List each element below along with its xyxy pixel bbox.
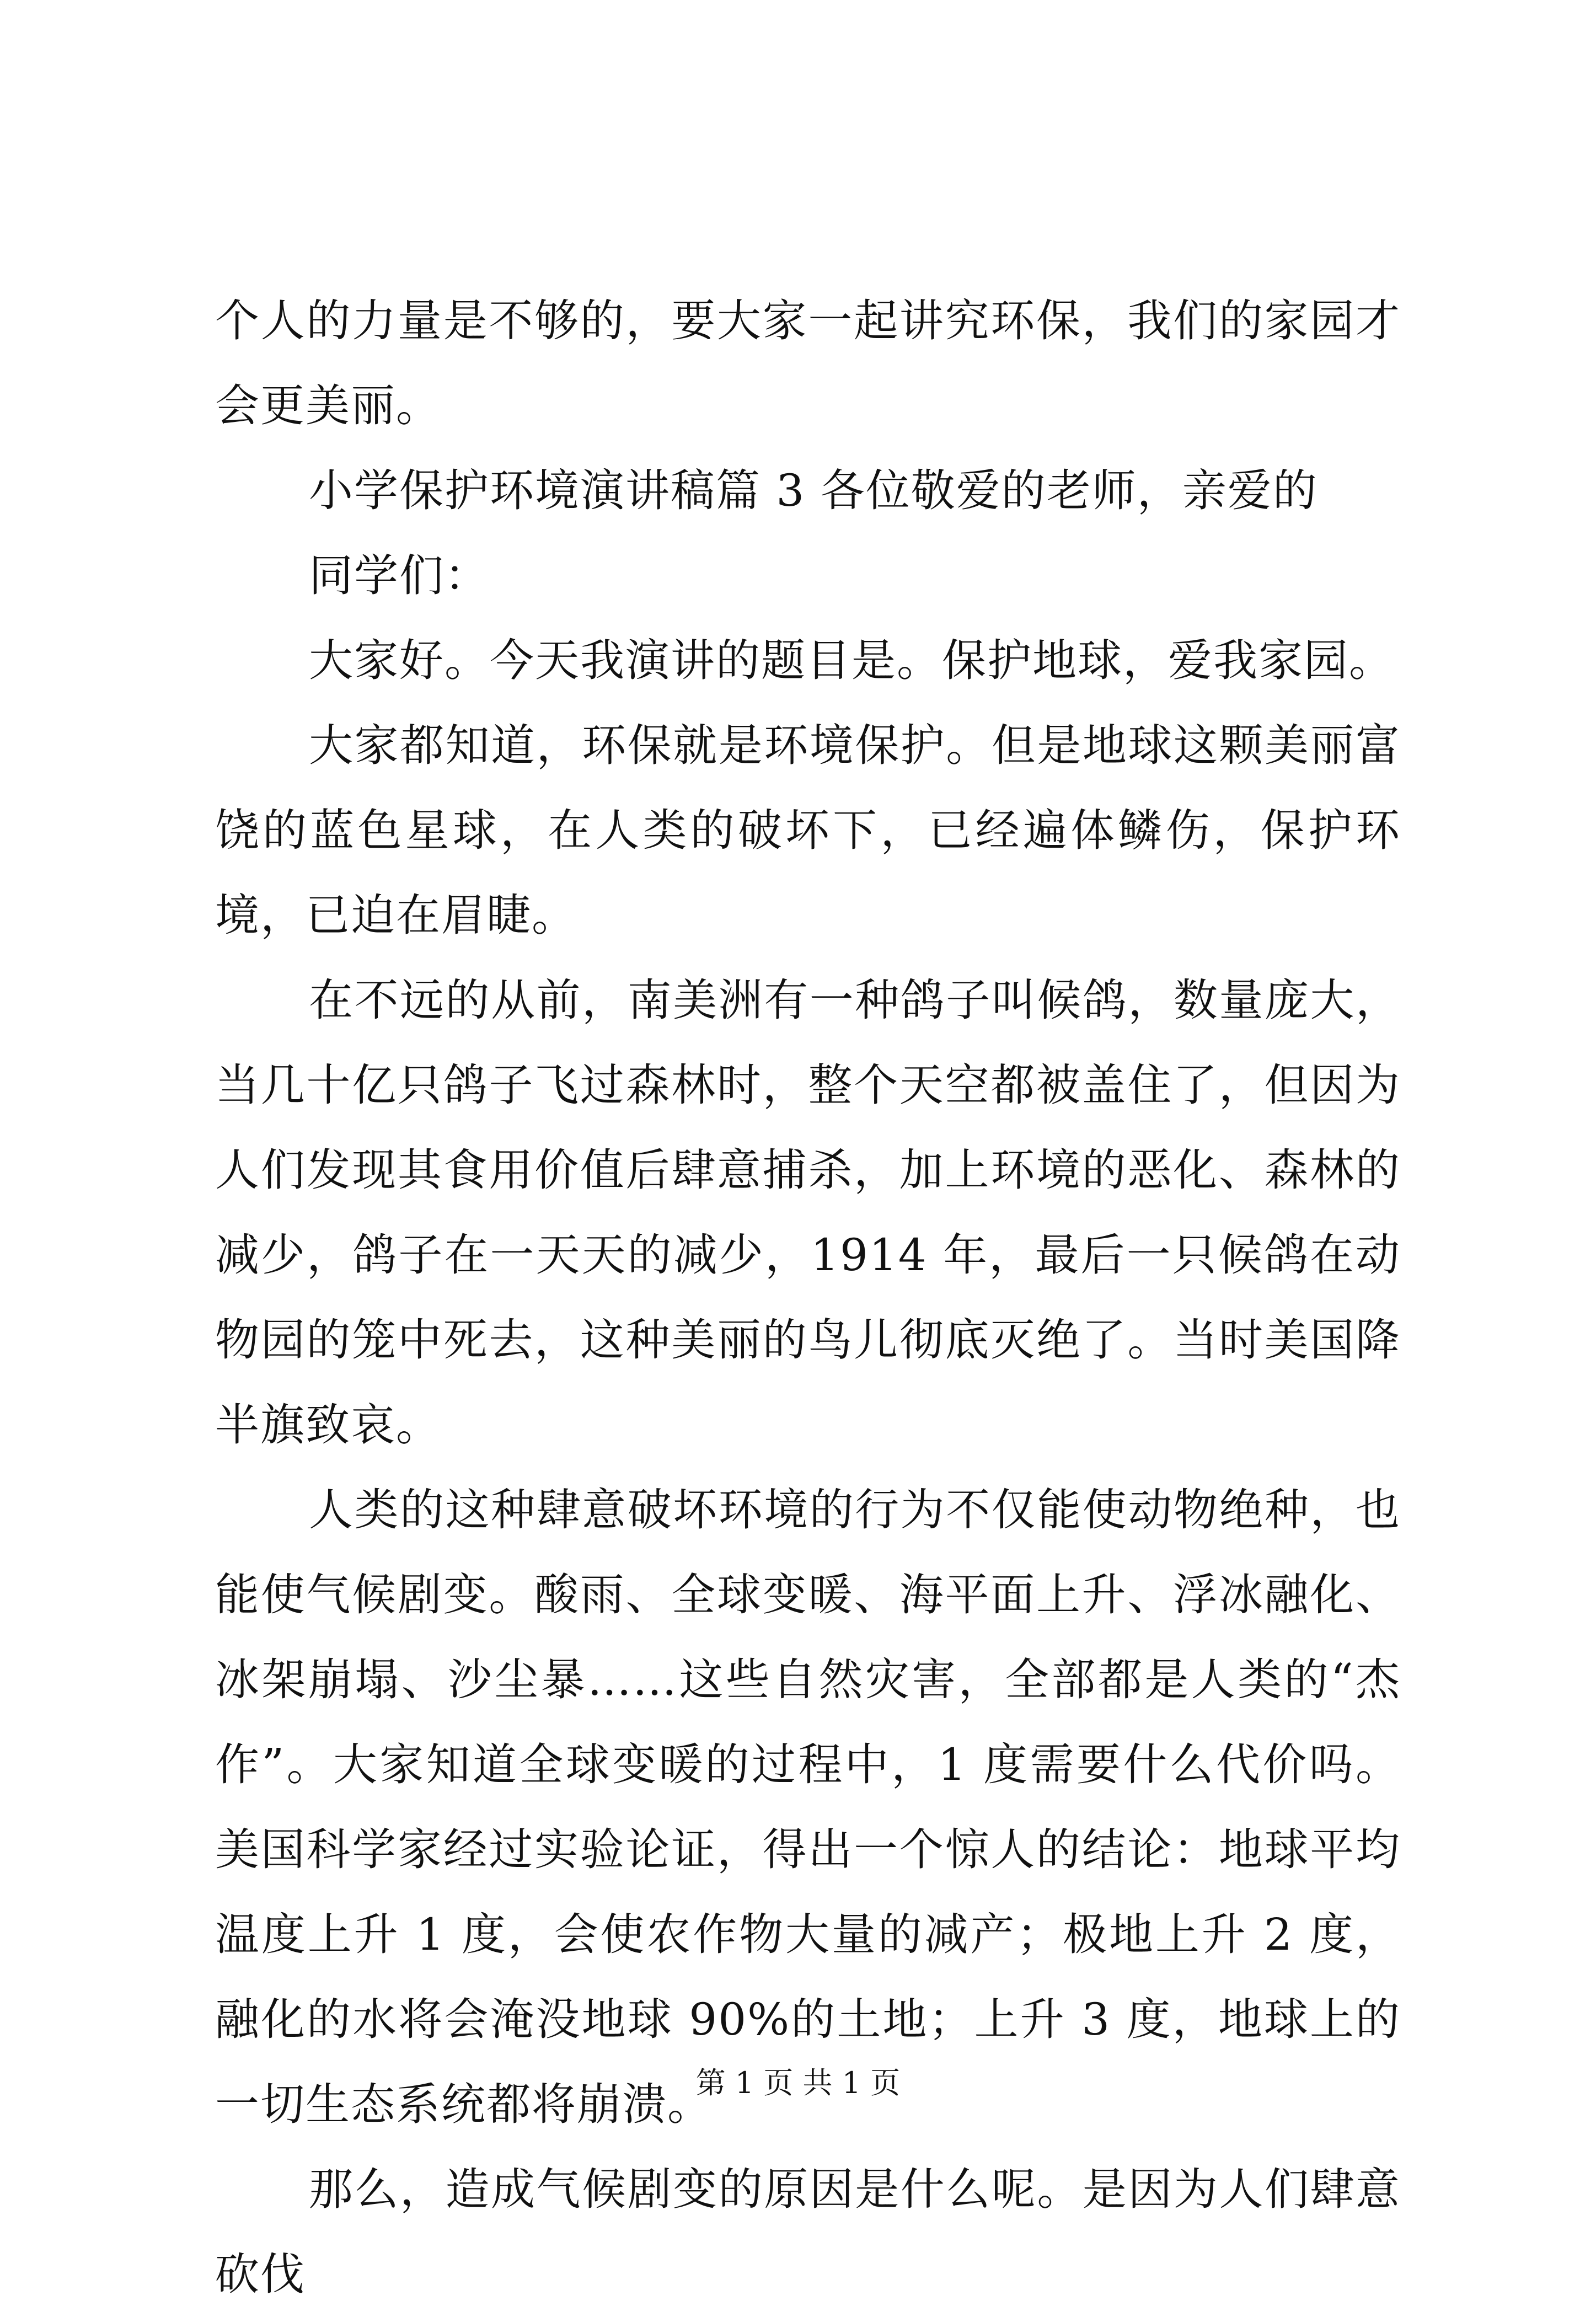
document-body [215,279,1401,2317]
paragraph-6: 在不远的从前，南美洲有一种鸽子叫候鸽，数量庞大，当几十亿只鸽子飞过森林时，整个天空都被盖住了，但因为人们发现其食用价值后肆意捕杀，加上环境的恶化、森林的减少，鸽子在一天天的减少，1914 年，最后一只候鸽在动物园的笼中死去，这种美丽的鸟儿彻底灭绝了。当时美国降半旗致哀。 [215,975,1401,1451]
paragraph-4: 大家好。今天我演讲的题目是。保护地球，爱我家园。 [309,635,1394,686]
page-footer: 第 1 页 共 1 页 [695,2065,901,2100]
paragraph-8: 那么，造成气候剧变的原因是什么呢。是因为人们肆意砍伐 [215,2164,1401,2300]
paragraph-5: 大家都知道，环保就是环境保护。但是地球这颗美丽富饶的蓝色星球，在人类的破坏下，已经遍体鳞伤，保护环境，已迫在眉睫。 [215,720,1401,941]
paragraph-1: 个人的力量是不够的，要大家一起讲究环保，我们的家园才会更美丽。 [215,295,1401,431]
paragraph-2: 小学保护环境演讲稿篇 3 各位敬爱的老师，亲爱的 [309,465,1318,516]
paragraph-7: 人类的这种肆意破坏环境的行为不仅能使动物绝种，也能使气候剧变。酸雨、全球变暖、海平面上升、浮冰融化、冰架崩塌、沙尘暴……这些自然灾害，全部都是人类的“杰作”。大家知道全球变暖的过程中，1 度需要什么代价吗。美国科学家经过实验论证，得出一个惊人的结论：地球平均温度上升 1 度，会使农作物大量的减产；极地上升 2 度，融化的水将会淹没地球 90%的土地；上升 3 度，地球上的一切生态系统都将崩溃。 [215,1484,1401,2130]
paragraph-3: 同学们： [309,550,490,601]
